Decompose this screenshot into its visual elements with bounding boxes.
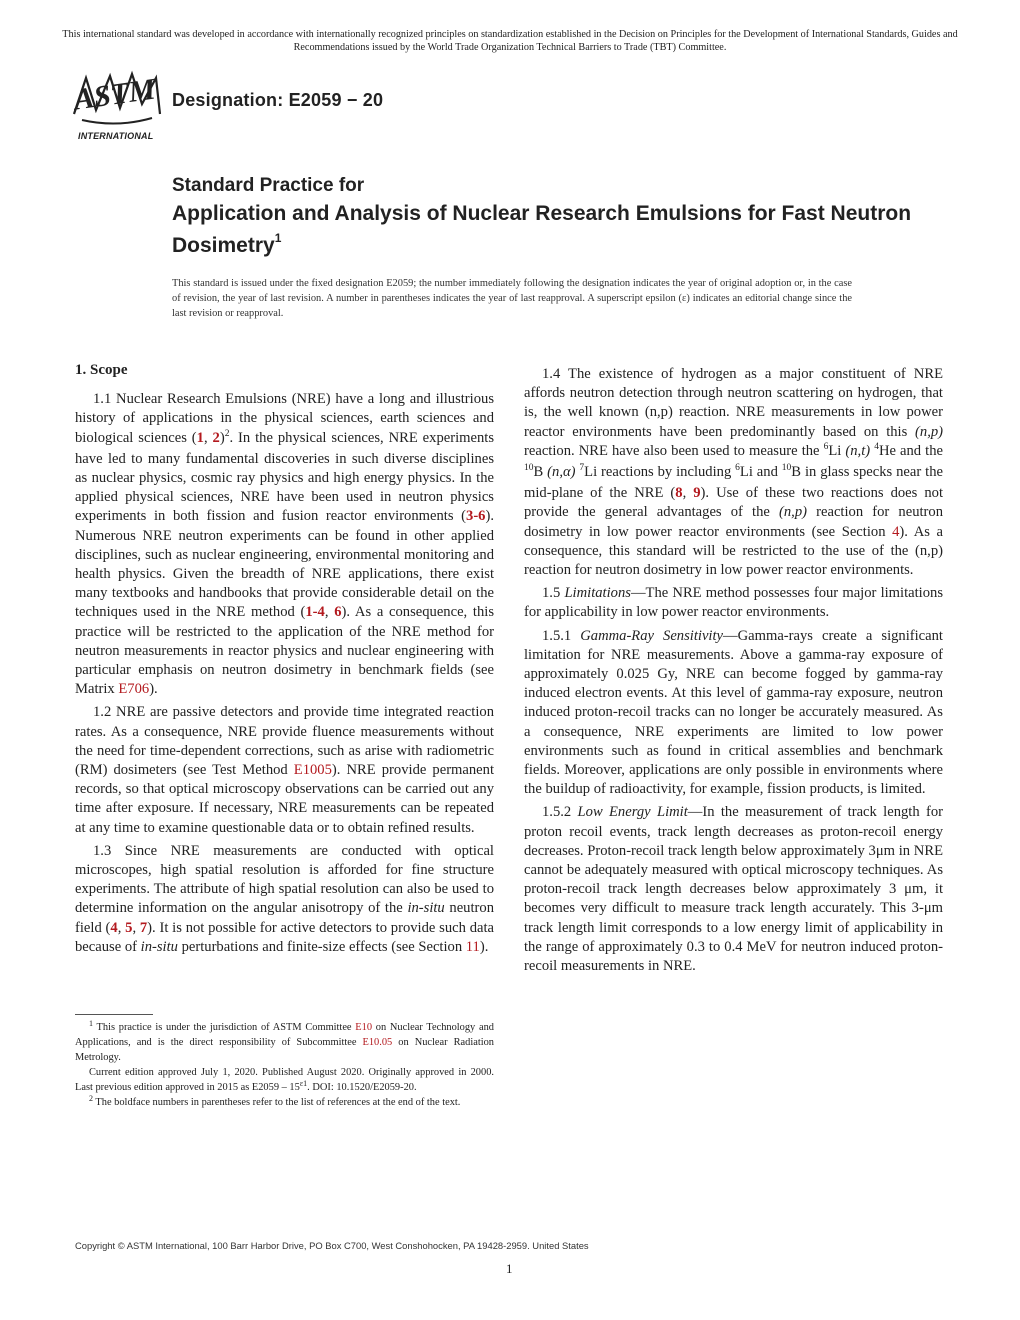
header-notice: This international standard was developed in accordance with internationally recognized principles on standardization established in the Decision on Principles for the Development of International Standards, Guides and Recommendations issued by the World Trade Organization Technical Barriers to Trade (TBT) Committee. <box>62 29 958 53</box>
paragraph-1-1: 1.1 Nuclear Research Emulsions (NRE) have a long and illustrious history of applications in the physical sciences, earth sciences and biological sciences (1, 2)$^2$. In the physical sciences, NRE experiments have led to many fundamental discoveries in such diverse disciplines as nuclear physics, cosmic ray physics and high energy physics. In the applied physical sciences, NRE have been used in neutron physics experiments in both fission and fusion reactor environments (3-6). Numerous NRE neutron experiments can be found in other applied disciplines, such as nuclear engineering, environmental monitoring and health physics. Given the breadth of NRE applications, there exist many textbooks and handbooks that provide considerable detail on the techniques used in the NRE method (1-4, 6). As a consequence, this practice will be restricted to the application of the NRE method for neutron measurements in reactor physics and nuclear engineering with particular emphasis on neutron dosimetry in benchmark fields (see Matrix E706). <box>75 391 495 698</box>
section-link[interactable]: 4 <box>892 523 900 540</box>
astm-logo-letters: ASTM <box>72 72 158 117</box>
footnote-2: $^2$ The boldface numbers in parentheses refer to the list of references at the end of the text. <box>89 1094 461 1108</box>
standard-link[interactable]: E1005 <box>293 762 332 779</box>
paragraph-1-5-1: 1.5.1 Gamma-Ray Sensitivity—Gamma-rays create a significant limitation for NRE measurements. Above a gamma-ray exposure of approximately 0.025 Gy, NRE can become fogged by gamma-ray induced electron events. At this level of gamma-ray exposure, neutron induced proton-recoil tracks can no longer be accurately measured. As a consequence, NRE experiments are limited to low power environments such as found in critical assemblies and benchmark fields. Moreover, applications are only possible in environments where the buildup of radioactivity, for example, fission products, is limited. <box>524 627 943 798</box>
standard-link[interactable]: E706 <box>118 681 150 698</box>
ref-link[interactable]: 6 <box>334 604 342 621</box>
ref-link[interactable]: 3-6 <box>466 508 486 525</box>
section-link[interactable]: 11 <box>465 938 480 955</box>
footnotes <box>75 1020 494 1110</box>
footnote-mark: 2 <box>224 428 230 439</box>
copyright: Copyright © ASTM International, 100 Barr Harbor Drive, PO Box C700, West Conshohocken, PA 19428-2959. United States <box>75 1240 589 1251</box>
intro-paragraph: This standard is issued under the fixed designation E2059; the number immediately following the designation indicates the year of original adoption or, in the case of revision, the year of last revision. A number in parentheses indicates the year of last reapproval. A superscript epsilon (ε) indicates an editorial change since the last revision or reapproval. <box>172 278 852 319</box>
ref-link[interactable]: 1-4 <box>305 604 325 621</box>
ref-link[interactable]: 8 <box>675 485 683 502</box>
ref-link[interactable]: 5 <box>125 919 133 936</box>
ref-link[interactable]: 7 <box>139 919 148 936</box>
paragraph-1-5-2: 1.5.2 Low Energy Limit—In the measurement of track length for proton recoil events, track length decreases as proton-recoil energy decreases. Proton-recoil track length below approximately 3μm in NRE cannot be adequately measured with optical microscopy techniques. As proton-recoil track length decreases below approximately 3 μm, it becomes very difficult to measure track length accurately. This 3-μm track length limit corresponds to a low energy limit of applicability in the range of approximately 0.3 to 0.4 MeV for neutron induced proton-recoil measurements in NRE. <box>524 804 943 975</box>
ref-link[interactable]: 4 <box>110 919 118 936</box>
paragraph-1-3: 1.3 Since NRE measurements are conducted with optical microscopes, high spatial resolution is afforded for fine structure experiments. The attribute of high spatial resolution can also be used to determine information on the angular anisotropy of the in-situ neutron field (4, 5, 7). It is not possible for active detectors to provide such data because of in-situ perturbations and finite-size effects (see Section 11). <box>75 842 494 955</box>
paragraph-1-5: 1.5 Limitations—The NRE method possesses four major limitations for applicability in low power reactor environments. <box>524 585 944 621</box>
title-text: Application and Analysis of Nuclear Research Emulsions for Fast Neutron Dosimetry <box>172 202 912 257</box>
committee-link[interactable]: E10 <box>355 1022 373 1033</box>
ref-link[interactable]: 9 <box>693 485 701 502</box>
title-line-1: Standard Practice for <box>172 175 365 196</box>
left-column <box>75 361 494 961</box>
title-line-2 <box>172 200 932 259</box>
ref-link[interactable]: 2 <box>212 429 220 446</box>
astm-logo-subtext: INTERNATIONAL <box>78 131 154 141</box>
paragraph-1-2: 1.2 NRE are passive detectors and provide time integrated reaction rates. As a consequence, NRE provide fluence measurements without the need for time-dependent corrections, such as arise with radiometric (RM) dosimeters (see Test Method E1005). NRE provide permanent records, so that optical microscopy observations can be carried out any time after exposure. If necessary, NRE measurements can be repeated at any time to examine questionable data or to obtain refined results. <box>75 704 495 836</box>
title-footnote-mark: 1 <box>274 231 282 245</box>
page-number: 1 <box>506 1261 513 1276</box>
subcommittee-link[interactable]: E10.05 <box>362 1037 393 1048</box>
right-column <box>524 361 943 980</box>
section-heading: 1. Scope <box>75 362 128 378</box>
footnote-1: $^1$ This practice is under the jurisdiction of ASTM Committee E10 on Nuclear Technology and Applications, and is the direct responsibility of Subcommittee E10.05 on Nuclear Radiation Metrology. <box>75 1019 495 1063</box>
footnote-1-edition: Current edition approved July 1, 2020. Published August 2020. Originally approved in 2000. Last previous edition approved in 2015 as $E2059 - 15^{\varepsilon 1}$. DOI: 10.1520/E2059-20. <box>75 1067 494 1093</box>
ref-link[interactable]: 1 <box>196 429 204 446</box>
footnote-rule <box>75 1014 153 1015</box>
paragraph-1-4: 1.4 The existence of hydrogen as a major constituent of NRE affords neutron detection through neutron scattering on hydrogen, that is, the well known (n,p) reaction. NRE measurements in low power reactor environments have been predominantly based on this (n,p) reaction. NRE have also been used to measure the $^6$Li (n,t) $^4$He and the $^{10}$B (n,α) $^7$Li reactions by including $^6$Li and $^{10}$B in glass specks near the mid-plane of the NRE (8, 9). Use of these two reactions does not provide the general advantages of the (n,p) reaction for neutron dosimetry in low power reactor environments (see Section 4). As a consequence, this standard will be restricted to the use of the (n,p) reaction for neutron dosimetry in low power reactor environments. <box>524 366 944 579</box>
designation: Designation: E2059 − 20 <box>172 90 384 110</box>
